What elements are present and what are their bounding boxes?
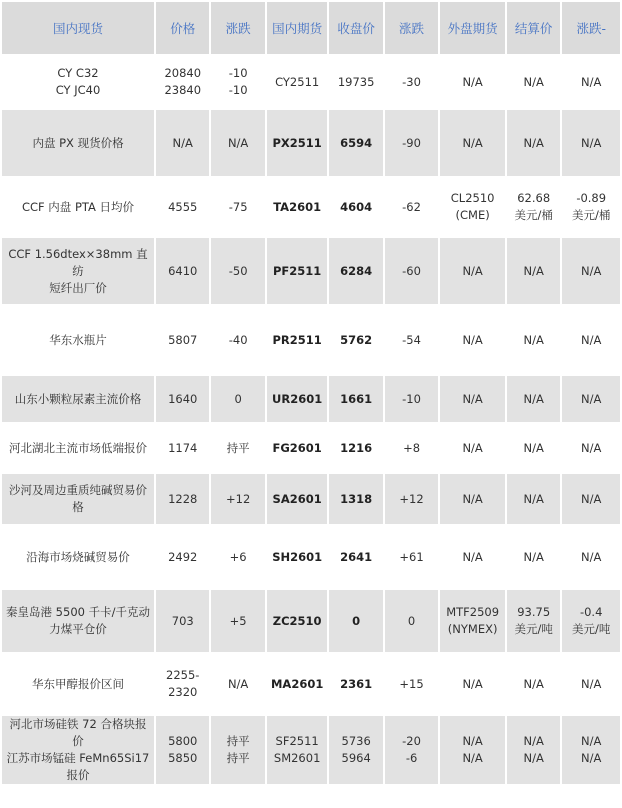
- cell-change-line: 持平: [226, 734, 250, 748]
- cell-settle-line: N/A: [523, 391, 544, 406]
- table-row: [2, 474, 620, 524]
- cell-close-line: 1318: [340, 491, 373, 506]
- cell-fchange-line: -30: [402, 74, 421, 89]
- cell-settle-line: N/A: [523, 135, 544, 150]
- cell-settle-line: 美元/吨: [514, 622, 553, 636]
- cell-ext: [440, 178, 505, 236]
- cell-price-line: 5800: [168, 734, 198, 748]
- cell-spot: [2, 590, 154, 652]
- cell-future: [267, 56, 328, 108]
- cell-fchange: [385, 474, 438, 524]
- cell-future-line: FG2601: [272, 440, 322, 455]
- cell-fchange: [385, 424, 438, 472]
- cell-price: [156, 654, 209, 714]
- header-external-change: 涨跌-: [562, 2, 620, 54]
- cell-settle-line: N/A: [523, 549, 544, 564]
- cell-fchange: [385, 178, 438, 236]
- cell-spot-line: 短纤出厂价: [49, 280, 107, 295]
- cell-spot: [2, 178, 154, 236]
- cell-future: [267, 178, 328, 236]
- cell-change-line: 0: [234, 391, 242, 406]
- cell-close: [329, 526, 382, 588]
- cell-price-line: 5850: [168, 751, 198, 765]
- cell-settle: [507, 526, 560, 588]
- cell-spot-line: 沙河及周边重质纯碱贸易价格: [9, 483, 148, 514]
- cell-change-line: -10: [228, 66, 248, 80]
- cell-ext: [440, 56, 505, 108]
- cell-close: [329, 306, 382, 374]
- cell-settle: [507, 654, 560, 714]
- cell-price-line: 5807: [168, 332, 198, 347]
- cell-price-line: 23840: [164, 83, 202, 97]
- cell-settle-line: N/A: [523, 74, 544, 89]
- cell-ext: [440, 110, 505, 176]
- cell-settle: [507, 238, 560, 304]
- cell-echange: [562, 178, 620, 236]
- cell-close: [329, 178, 382, 236]
- cell-settle-line: N/A: [523, 440, 544, 455]
- table-row: [2, 424, 620, 472]
- cell-fchange: [385, 654, 438, 714]
- cell-echange: [562, 238, 620, 304]
- cell-echange-line: N/A: [581, 135, 602, 150]
- cell-close: [329, 474, 382, 524]
- cell-close: [329, 424, 382, 472]
- cell-spot-line: 河北湖北主流市场低端报价: [9, 440, 148, 455]
- table-row: [2, 590, 620, 652]
- cell-spot-line: 内盘 PX 现货价格: [32, 135, 124, 150]
- cell-price-line: 2255-2320: [166, 668, 200, 699]
- cell-fchange-line: -6: [405, 751, 418, 765]
- cell-change: [211, 716, 264, 784]
- cell-price: [156, 238, 209, 304]
- header-close: 收盘价: [329, 2, 382, 54]
- table-row: [2, 376, 620, 422]
- cell-echange: [562, 654, 620, 714]
- cell-echange: [562, 424, 620, 472]
- cell-echange-line: N/A: [581, 549, 602, 564]
- cell-close-line: 1661: [340, 391, 373, 406]
- cell-future: [267, 590, 328, 652]
- cell-settle: [507, 590, 560, 652]
- cell-settle: [507, 306, 560, 374]
- cell-price-line: 2492: [168, 549, 198, 564]
- cell-price-line: 20840: [164, 66, 202, 80]
- cell-spot-line: CCF 1.56dtex×38mm 直纺: [8, 246, 148, 278]
- cell-change: [211, 654, 264, 714]
- cell-close-line: 5736: [341, 734, 371, 748]
- cell-future-line: MA2601: [270, 676, 324, 691]
- cell-ext-line: N/A: [462, 734, 483, 748]
- cell-ext: [440, 424, 505, 472]
- cell-future: [267, 306, 328, 374]
- cell-change-line: -10: [228, 83, 248, 97]
- cell-spot-line: 力煤平仓价: [49, 622, 107, 636]
- cell-fchange-line: -20: [402, 734, 421, 748]
- cell-spot-line: 华东甲醇报价区间: [32, 676, 125, 691]
- cell-ext: [440, 590, 505, 652]
- cell-spot-line: CY C32: [57, 66, 99, 80]
- cell-spot: [2, 238, 154, 304]
- cell-close-line: 19735: [337, 74, 375, 89]
- cell-echange: [562, 376, 620, 422]
- cell-price-line: 1174: [168, 440, 198, 455]
- cell-ext-line: N/A: [462, 549, 483, 564]
- cell-fchange: [385, 376, 438, 422]
- cell-close-line: 6284: [340, 263, 373, 278]
- cell-fchange: [385, 56, 438, 108]
- cell-fchange-line: -54: [402, 332, 421, 347]
- cell-settle: [507, 56, 560, 108]
- cell-echange-line: N/A: [581, 332, 602, 347]
- table-row: [2, 654, 620, 714]
- cell-fchange-line: +61: [399, 549, 424, 564]
- cell-fchange: [385, 716, 438, 784]
- cell-close-line: 4604: [340, 199, 373, 214]
- cell-future-line: PF2511: [273, 263, 322, 278]
- cell-spot: [2, 474, 154, 524]
- cell-change-line: 持平: [226, 440, 250, 455]
- cell-fchange-line: +8: [403, 440, 421, 455]
- cell-close: [329, 376, 382, 422]
- cell-change-line: -75: [228, 199, 248, 214]
- cell-settle: [507, 424, 560, 472]
- table-row: [2, 306, 620, 374]
- cell-future-line: UR2601: [272, 391, 323, 406]
- cell-ext: [440, 306, 505, 374]
- cell-echange-line: N/A: [581, 391, 602, 406]
- cell-price-line: 4555: [168, 199, 198, 214]
- cell-future-line: CY2511: [275, 74, 320, 89]
- table-row: [2, 110, 620, 176]
- cell-change-line: +5: [229, 613, 247, 628]
- cell-change-line: 持平: [226, 751, 250, 765]
- cell-settle-line: 93.75: [517, 605, 551, 619]
- cell-fchange: [385, 238, 438, 304]
- cell-close-line: 1216: [340, 440, 373, 455]
- cell-ext-line: N/A: [462, 135, 483, 150]
- table-body: [2, 56, 620, 784]
- cell-echange-line: -0.4: [579, 605, 603, 619]
- cell-echange-line: N/A: [581, 440, 602, 455]
- cell-future-line: ZC2510: [272, 613, 322, 628]
- cell-change: [211, 376, 264, 422]
- cell-future-line: SM2601: [273, 751, 321, 765]
- cell-close-line: 2361: [340, 676, 373, 691]
- cell-echange-line: N/A: [581, 676, 602, 691]
- cell-spot-line: 河北市场硅铁 72 合格块报价: [9, 717, 147, 748]
- cell-future-line: SH2601: [272, 549, 323, 564]
- cell-change-line: +12: [226, 491, 251, 506]
- cell-close: [329, 110, 382, 176]
- cell-change-line: -50: [228, 263, 248, 278]
- cell-echange-line: N/A: [581, 751, 602, 765]
- cell-price: [156, 376, 209, 422]
- cell-price: [156, 424, 209, 472]
- cell-close-line: 6594: [340, 135, 373, 150]
- cell-price-line: 703: [171, 613, 194, 628]
- cell-price: [156, 474, 209, 524]
- cell-future: [267, 474, 328, 524]
- header-change: 涨跌: [211, 2, 264, 54]
- cell-price: [156, 110, 209, 176]
- cell-future-line: SA2601: [272, 491, 322, 506]
- cell-ext-line: CL2510: [450, 191, 495, 205]
- cell-fchange-line: -62: [402, 199, 421, 214]
- cell-fchange-line: -90: [402, 135, 421, 150]
- cell-future: [267, 238, 328, 304]
- cell-future-line: PR2511: [272, 332, 322, 347]
- cell-future: [267, 376, 328, 422]
- cell-spot: [2, 526, 154, 588]
- cell-change: [211, 178, 264, 236]
- cell-settle: [507, 178, 560, 236]
- cell-echange: [562, 474, 620, 524]
- table-row: [2, 526, 620, 588]
- cell-echange: [562, 306, 620, 374]
- cell-change: [211, 424, 264, 472]
- cell-ext-line: N/A: [462, 751, 483, 765]
- cell-spot-line: 沿海市场烧碱贸易价: [26, 549, 130, 564]
- cell-spot: [2, 424, 154, 472]
- header-future: 国内期货: [267, 2, 328, 54]
- cell-close-line: 5762: [340, 332, 373, 347]
- cell-fchange-line: +12: [399, 491, 424, 506]
- cell-settle-line: N/A: [523, 676, 544, 691]
- cell-settle-line: 62.68: [517, 191, 551, 205]
- cell-echange: [562, 716, 620, 784]
- cell-close: [329, 654, 382, 714]
- header-future-change: 涨跌: [385, 2, 438, 54]
- cell-price: [156, 590, 209, 652]
- cell-future-line: SF2511: [275, 734, 319, 748]
- cell-echange-line: N/A: [581, 491, 602, 506]
- cell-ext: [440, 526, 505, 588]
- cell-echange-line: N/A: [581, 263, 602, 278]
- cell-ext-line: (CME): [455, 208, 490, 222]
- cell-settle-line: 美元/桶: [514, 208, 553, 222]
- cell-change: [211, 306, 264, 374]
- cell-echange-line: -0.89: [576, 191, 607, 205]
- table-row: [2, 238, 620, 304]
- cell-spot-line: CCF 内盘 PTA 日均价: [21, 199, 135, 214]
- cell-fchange: [385, 306, 438, 374]
- header-price: 价格: [156, 2, 209, 54]
- table-row: [2, 716, 620, 784]
- cell-spot-line: 山东小颗粒尿素主流价格: [14, 391, 142, 406]
- cell-fchange-line: -10: [402, 391, 421, 406]
- cell-price: [156, 526, 209, 588]
- cell-change: [211, 590, 264, 652]
- cell-spot-line: 秦皇岛港 5500 千卡/千克动: [6, 605, 150, 619]
- cell-change-line: N/A: [227, 676, 249, 691]
- cell-spot: [2, 56, 154, 108]
- cell-close-line: 2641: [340, 549, 373, 564]
- cell-ext: [440, 238, 505, 304]
- cell-spot-line: 华东水瓶片: [49, 332, 107, 347]
- cell-echange-line: N/A: [581, 734, 602, 748]
- cell-settle: [507, 110, 560, 176]
- cell-future-line: PX2511: [272, 135, 322, 150]
- cell-ext-line: N/A: [462, 440, 483, 455]
- cell-ext-line: N/A: [462, 263, 483, 278]
- cell-spot: [2, 654, 154, 714]
- cell-price-line: 6410: [168, 263, 198, 278]
- cell-settle-line: N/A: [523, 491, 544, 506]
- table-row: [2, 178, 620, 236]
- cell-price-line: 1640: [168, 391, 198, 406]
- cell-ext-line: MTF2509: [446, 605, 500, 619]
- cell-change-line: +6: [229, 549, 247, 564]
- cell-spot: [2, 306, 154, 374]
- cell-price-line: 1228: [168, 491, 198, 506]
- cell-echange-line: N/A: [581, 74, 602, 89]
- cell-price: [156, 716, 209, 784]
- cell-close: [329, 716, 382, 784]
- cell-echange-line: 美元/桶: [572, 208, 611, 222]
- cell-fchange: [385, 526, 438, 588]
- cell-change: [211, 238, 264, 304]
- header-settle: 结算价: [507, 2, 560, 54]
- cell-change: [211, 474, 264, 524]
- cell-fchange: [385, 110, 438, 176]
- cell-settle: [507, 376, 560, 422]
- cell-fchange-line: 0: [407, 613, 416, 628]
- cell-ext-line: N/A: [462, 391, 483, 406]
- cell-settle-line: N/A: [523, 332, 544, 347]
- cell-change: [211, 56, 264, 108]
- cell-close: [329, 590, 382, 652]
- cell-change-line: N/A: [227, 135, 249, 150]
- cell-fchange: [385, 590, 438, 652]
- cell-future: [267, 424, 328, 472]
- cell-ext-line: N/A: [462, 332, 483, 347]
- cell-ext-line: N/A: [462, 74, 483, 89]
- cell-price: [156, 178, 209, 236]
- cell-future: [267, 716, 328, 784]
- cell-spot: [2, 716, 154, 784]
- cell-ext-line: (NYMEX): [447, 622, 498, 636]
- header-row: [2, 2, 620, 54]
- cell-ext-line: N/A: [462, 676, 483, 691]
- cell-echange-line: 美元/吨: [572, 622, 611, 636]
- cell-spot-line: CY JC40: [55, 83, 101, 97]
- cell-future-line: TA2601: [273, 199, 322, 214]
- cell-settle: [507, 474, 560, 524]
- cell-future: [267, 110, 328, 176]
- cell-change-line: -40: [228, 332, 248, 347]
- cell-ext: [440, 376, 505, 422]
- cell-fchange-line: +15: [399, 676, 424, 691]
- cell-spot: [2, 110, 154, 176]
- cell-echange: [562, 56, 620, 108]
- header-external-future: 外盘期货: [440, 2, 505, 54]
- cell-close-line: 5964: [341, 751, 371, 765]
- cell-spot-line: 江苏市场锰硅 FeMn65Si17: [6, 751, 150, 765]
- cell-settle: [507, 716, 560, 784]
- header-spot: 国内现货: [2, 2, 154, 54]
- cell-settle-line: N/A: [523, 751, 544, 765]
- cell-price: [156, 306, 209, 374]
- cell-change: [211, 110, 264, 176]
- cell-fchange-line: -60: [402, 263, 421, 278]
- cell-change: [211, 526, 264, 588]
- cell-price: [156, 56, 209, 108]
- cell-ext: [440, 474, 505, 524]
- cell-close: [329, 56, 382, 108]
- cell-ext-line: N/A: [462, 491, 483, 506]
- cell-future: [267, 654, 328, 714]
- cell-echange: [562, 526, 620, 588]
- cell-close-line: 0: [352, 613, 361, 628]
- cell-ext: [440, 716, 505, 784]
- cell-price-line: N/A: [172, 135, 193, 150]
- table-row: [2, 56, 620, 108]
- cell-spot-line: 报价: [66, 768, 90, 782]
- cell-future: [267, 526, 328, 588]
- cell-ext: [440, 654, 505, 714]
- cell-echange: [562, 110, 620, 176]
- cell-settle-line: N/A: [523, 263, 544, 278]
- cell-close: [329, 238, 382, 304]
- cell-settle-line: N/A: [523, 734, 544, 748]
- cell-spot: [2, 376, 154, 422]
- cell-echange: [562, 590, 620, 652]
